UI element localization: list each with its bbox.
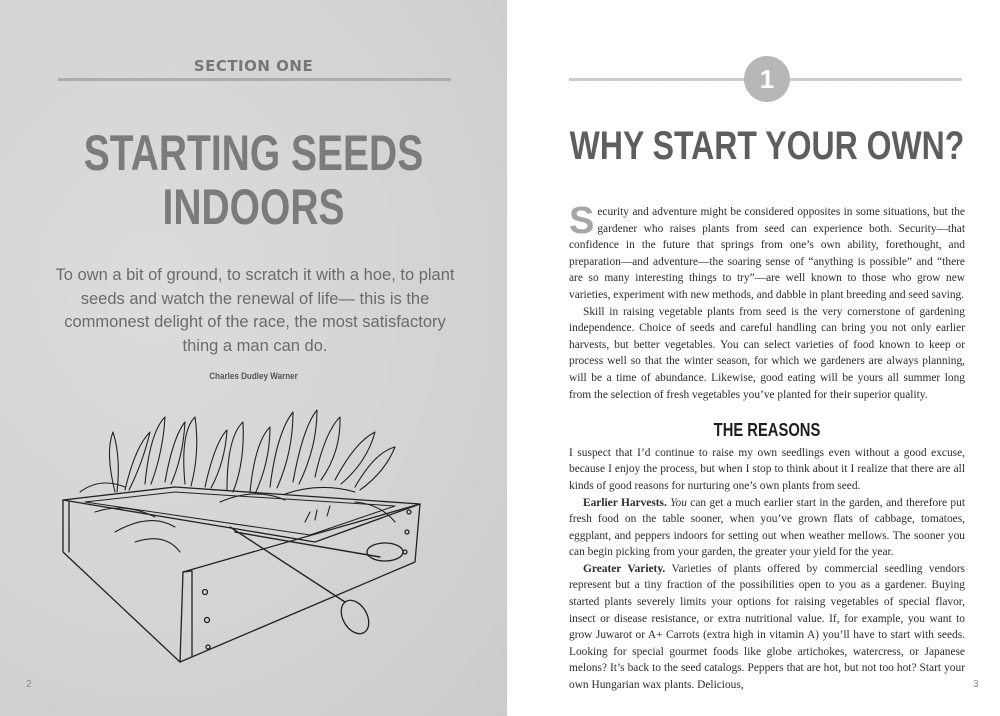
section-title-line2: INDOORS bbox=[162, 179, 345, 235]
chapter-number-badge: 1 bbox=[744, 56, 790, 102]
quote-attribution: Charles Dudley Warner bbox=[209, 371, 298, 382]
drop-cap: S bbox=[569, 200, 595, 242]
chapter-title: WHY START YOUR OWN? bbox=[569, 124, 965, 168]
reasons-paragraph-1: I suspect that I’d continue to raise my own seedlings even without a good excuse, because I enjoy the process, but when I stop to think about it I realize that there are all kinds of good reasons for nurturing one’s own plants from seed. bbox=[569, 446, 965, 492]
page-number-left: 2 bbox=[26, 679, 32, 690]
section-divider bbox=[58, 78, 451, 81]
reasons-earlier-harvests: Earlier Harvests. You can get a much earlier start in the garden, and therefore put fresh food on the table sooner, when you’ve grown flats of cabbage, tomatoes, eggplant, and peppers indoors for setting out when weather mellows. The sooner you can begin picking from your garden, the greater your yield for the year. bbox=[569, 496, 965, 559]
chapter-body bbox=[569, 200, 965, 694]
section-title-line1: STARTING SEEDS bbox=[83, 125, 424, 181]
intro-paragraph-1: Security and adventure might be considered opposites in some situations, but the gardener who raises plants from seed can experience both. Security—that confidence in the future that springs from one’s own ability, forethought, and preparation—and adventure—the soaring sense of “anything is possible” and “there are so many interesting things to try”—are well known to those who grow new varieties, experiment with new methods, and dabble in plant breeding and seed saving. bbox=[569, 200, 965, 301]
intro-paragraph-2: Skill in raising vegetable plants from seed is the very cornerstone of gardening independence. Choice of seeds and careful handling can bring you not only earlier harvests, but better vegetables. You can select varieties of food known to keep or process well so that the winter season, for which we gardeners are always planning, will be a time of abundance. Likewise, good eating will be yours all summer long from the selection of fresh vegetables you’ve planted for their superior quality. bbox=[569, 305, 965, 401]
reasons-greater-variety: Greater Variety. Varieties of plants offered by commercial seedling vendors represent but a tiny fraction of the possibilities open to you as a gardener. Buying started plants severely limits your options for raising vegetables of special flavor, insect or disease resistance, or extra nutritional value. If, for example, you want to grow Juwarot or A+ Carrots (extra high in vitamin A) you’ll have to start with seeds. Looking for special gourmet foods like globe artichokes, watercress, or Japanese melons? It’s back to the seed catalogs. Peppers that are hot, but not too hot? Start your own Hungarian wax plants. Delicious, bbox=[569, 562, 965, 692]
epigraph-quote: To own a bit of ground, to scratch it with a hoe, to plant seeds and watch the renewal of life— this is the commonest delight of the race, the most satisfactory thing a man can do. bbox=[55, 266, 455, 355]
seedling-flat-illustration bbox=[55, 392, 435, 677]
right-page bbox=[507, 0, 1000, 716]
section-label: SECTION ONE bbox=[193, 57, 314, 75]
page-number-right: 3 bbox=[973, 679, 979, 690]
section-title bbox=[56, 126, 451, 234]
subhead-the-reasons: THE REASONS bbox=[713, 420, 821, 441]
